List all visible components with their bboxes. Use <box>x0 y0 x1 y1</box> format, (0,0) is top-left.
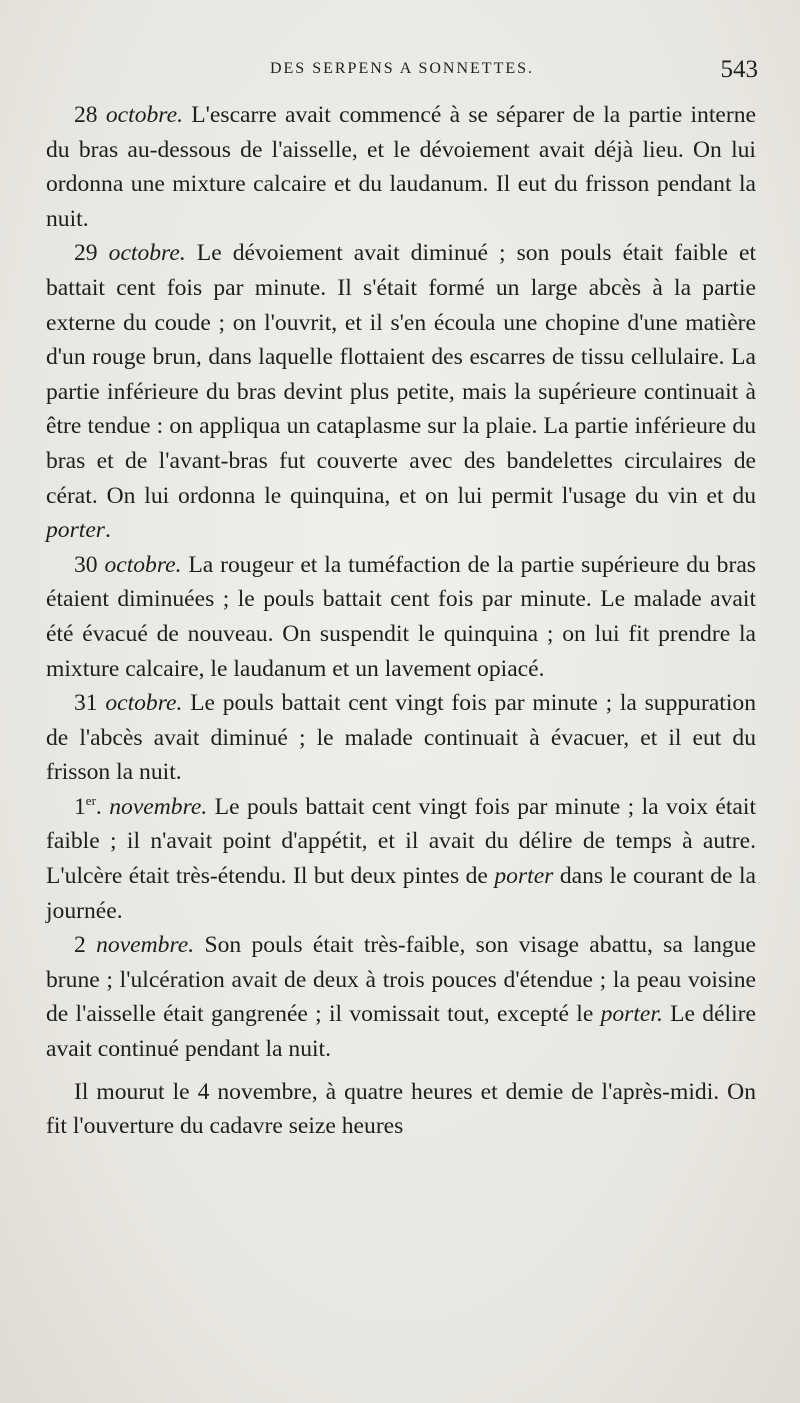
entry-day-suffix: . <box>95 793 102 820</box>
paragraph-text: . <box>104 517 111 544</box>
running-title: DES SERPENS A SONNETTES. <box>269 60 535 77</box>
entry-day: 29 <box>74 240 98 267</box>
entry-day-superscript: er <box>85 793 96 809</box>
page-header <box>46 56 758 90</box>
page-number: 543 <box>720 56 758 83</box>
paragraph-29-octobre <box>46 236 756 547</box>
entry-day: 30 <box>74 551 98 578</box>
entry-month: novembre. <box>96 932 195 959</box>
paragraph-text: Le délire avait continué pendant la nuit. <box>46 1001 756 1063</box>
entry-month: octobre. <box>108 240 186 267</box>
entry-month: octobre. <box>105 102 183 128</box>
paragraph-30-octobre <box>46 548 756 686</box>
entry-day: 31 <box>74 690 98 717</box>
paragraph-28-octobre <box>46 98 756 236</box>
entry-day: 1 <box>74 793 86 820</box>
paragraph-2-novembre <box>46 928 756 1066</box>
entry-day: 28 <box>74 102 98 128</box>
paragraph-text: La rougeur et la tuméfaction de la partie supérieure du bras étaient diminuées ; le pouls battait cent fois par minute. Le malade avait été évacué de nouveau. On suspendit le quinquina ; on lui fit prendre la mixture calcaire, le laudanum et un lavement opiacé. <box>46 551 756 682</box>
paragraph-text: dans le courant de la journée. <box>46 863 756 924</box>
italic-word: porter <box>46 517 105 544</box>
paragraph-text: Son pouls était très-faible, son visage abattu, sa langue brune ; l'ulcération avait de deux à trois pouces d'étendue ; la peau voisine de l'aisselle était gangrenée ; il vomissait tout, excepté le <box>46 932 756 1028</box>
paragraph-text: Le pouls battait cent vingt fois par minute ; la voix était faible ; il n'avait point d'appétit, et il avait du délire de temps à autre. L'ulcère était très-étendu. Il but deux pintes de <box>46 793 756 890</box>
entry-month: octobre. <box>104 551 182 578</box>
entry-month: novembre. <box>109 793 208 820</box>
italic-word: porter. <box>600 1001 663 1028</box>
paragraph-death <box>46 1075 756 1144</box>
paragraph-text: Le pouls battait cent vingt fois par minute ; la suppuration de l'abcès avait diminué ; le malade continuait à évacuer, et il eut du frisson la nuit. <box>46 690 756 786</box>
paragraph-1-novembre <box>46 790 756 928</box>
paragraph-text: Il mourut le 4 novembre, à quatre heures et demie de l'après-midi. On fit l'ouverture du cadavre seize heures <box>46 1078 756 1140</box>
paragraph-text: L'escarre avait commencé à se séparer de la partie interne du bras au-dessous de l'aisselle, et le dévoiement avait déjà lieu. On lui ordonna une mixture calcaire et du laudanum. Il eut du frisson pendant la nuit. <box>46 102 756 232</box>
paragraph-text: Le dévoiement avait diminué ; son pouls était faible et battait cent fois par minute. Il s'était formé un large abcès à la partie externe du coude ; on l'ouvrit, et il s'en écoula une chopine d'une matière d'un rouge brun, dans laquelle flottaient des escarres de tissu cellulaire. La partie inférieure du bras devint plus petite, mais la supérieure continuait à être tendue : on appliqua un cataplasme sur la plaie. La partie inférieure du bras et de l'avant-bras fut couverte avec des bandelettes circulaires de cérat. On lui ordonna le quinquina, et on lui permit l'usage du vin et du <box>46 240 756 509</box>
entry-day: 2 <box>74 932 86 959</box>
entry-month: octobre. <box>105 690 183 717</box>
page-body <box>46 98 756 1144</box>
italic-word: porter <box>494 863 554 890</box>
paragraph-31-octobre <box>46 686 756 790</box>
